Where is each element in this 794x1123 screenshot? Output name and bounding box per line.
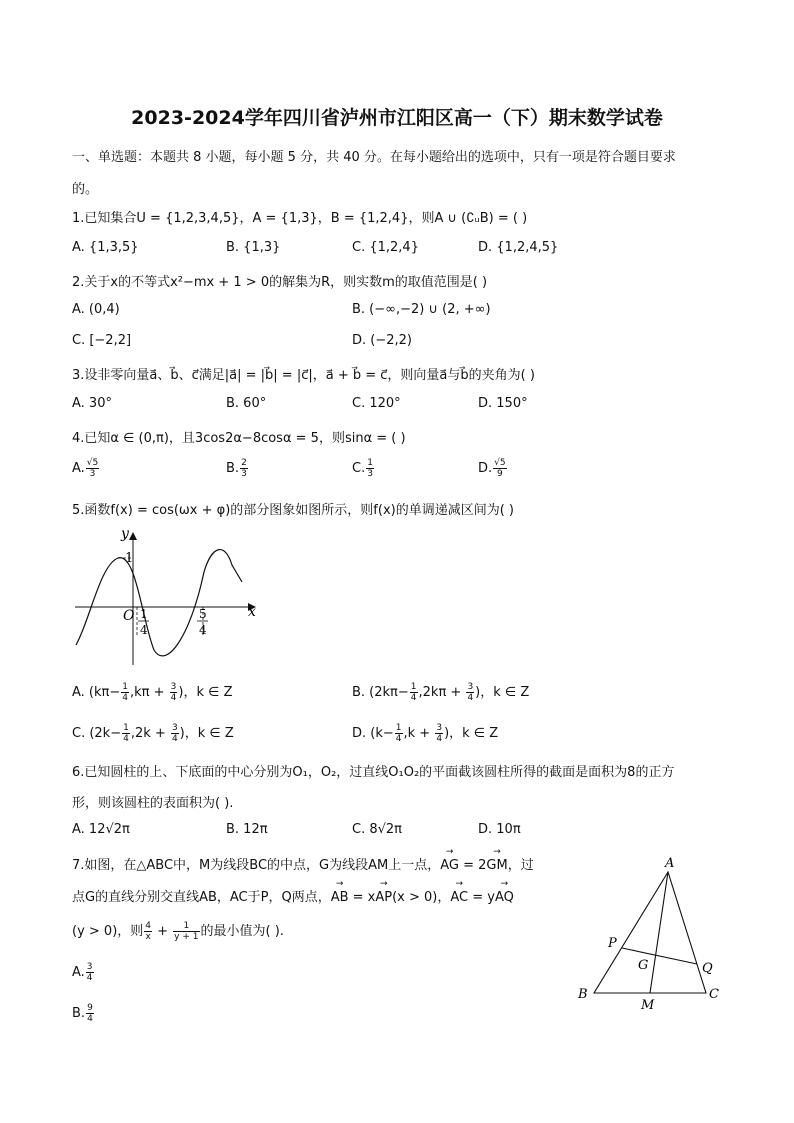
question-6-stem: 6.已知圆柱的上、下底面的中心分别为O₁，O₂，过直线O₁O₂的平面截该圆柱所得的截面是面积为8的正方 (72, 765, 675, 780)
question-3-stem: 3.设非零向量a⃗、b⃗、c⃗满足|a⃗| = |b⃗| = |c⃗|，a⃗ + b⃗ = c⃗，则向量a⃗与b⃗的夹角为( ) (72, 368, 535, 383)
q3-option-b: B. 60° (226, 396, 267, 411)
q2-option-a: A. (0,4) (72, 302, 120, 317)
x-label: x (248, 604, 256, 620)
tick-five-quarter-den: 4 (199, 623, 207, 637)
cosine-curve (76, 550, 242, 656)
y-label: y (121, 526, 129, 542)
label-a: A (665, 856, 675, 871)
y-one-label: 1 (125, 551, 134, 566)
q4-option-b: B. $\frac{2}{3}$ (226, 458, 247, 479)
q1-option-c: C. {1,2,4} (352, 240, 419, 255)
label-b: B (578, 987, 588, 1002)
q5-option-a: A. (kπ− $\frac{1}{4}$ ,kπ + $\frac{3}{4}$ )，k ∈ Z (72, 682, 233, 703)
label-g: G (638, 958, 649, 973)
q6-option-b: B. 12π (226, 822, 268, 837)
q6-option-c: C. 8√2π (352, 822, 402, 837)
question-2-stem: 2.关于x的不等式x²−mx + 1 > 0的解集为R，则实数m的取值范围是( ) (72, 275, 488, 290)
q6-option-d: D. 10π (478, 822, 521, 837)
question-6-stem-cont: 形，则该圆柱的表面积为( ). (72, 796, 234, 811)
q1-option-a: A. {1,3,5} (72, 240, 139, 255)
tick-quarter-den: 4 (140, 623, 148, 637)
q3-option-a: A. 30° (72, 396, 112, 411)
q6-option-a: A. 12√2π (72, 822, 130, 837)
q7-option-a: A. $\frac{3}{4}$ (72, 962, 93, 983)
line-pq (622, 948, 697, 964)
tick-quarter-num: 1 (140, 607, 148, 621)
q5-option-d: D. (k− $\frac{1}{4}$ ,k + $\frac{3}{4}$ )，k ∈ Z (352, 723, 499, 744)
tick-five-quarter-num: 5 (199, 607, 207, 621)
question-7-stem: 7.如图，在△ABC中，M为线段BC的中点，G为线段AM上一点，AG → = 2GM →，过 (72, 854, 534, 873)
q2-option-b: B. (−∞,−2) ∪ (2, +∞) (352, 302, 491, 317)
question-7-stem-cont2: (y > 0)，则 $\frac{4}{x}$ + $\frac{1}{y + 1}$ 的最小值为( ). (72, 921, 284, 942)
q3-option-d: D. 150° (478, 396, 528, 411)
question-4-stem: 4.已知α ∈ (0,π)，且3cos2α−8cosα = 5，则sinα = ( ) (72, 431, 406, 446)
label-p: P (608, 936, 617, 951)
q2-option-c: C. [−2,2] (72, 333, 132, 348)
q4-option-d: D. $\frac{√5}{9}$ (478, 458, 506, 479)
q5-option-c: C. (2k− $\frac{1}{4}$ ,2k + $\frac{3}{4}$ )，k ∈ Z (72, 723, 234, 744)
q2-option-d: D. (−2,2) (352, 333, 412, 348)
q1-option-b: B. {1,3} (226, 240, 281, 255)
median-am (650, 872, 668, 993)
label-c: C (709, 987, 719, 1002)
q4-option-a: A. $\frac{√5}{3}$ (72, 458, 99, 479)
label-m: M (641, 998, 655, 1013)
question-5-stem: 5.函数f(x) = cos(ωx + φ)的部分图象如图所示，则f(x)的单调递减区间为( ) (72, 503, 514, 518)
q7-option-b: B. $\frac{9}{4}$ (72, 1003, 93, 1024)
q4-option-c: C. $\frac{1}{3}$ (352, 458, 373, 479)
q1-option-d: D. {1,2,4,5} (478, 240, 559, 255)
triangle-abc (594, 872, 706, 993)
question-7-stem-cont: 点G的直线分别交直线AB，AC于P，Q两点，AB → = xAP →(x > 0)，AC → = yAQ → (72, 886, 514, 905)
origin-label: O (123, 608, 135, 624)
label-q: Q (702, 961, 713, 976)
q5-option-b: B. (2kπ− $\frac{1}{4}$ ,2kπ + $\frac{3}{4}$ )，k ∈ Z (352, 682, 530, 703)
page-title: 2023-2024学年四川省泸州市江阳区高一（下）期末数学试卷 (131, 107, 663, 129)
y-axis-arrow (129, 532, 137, 540)
question-1-stem: 1.已知集合U = {1,2,3,4,5}，A = {1,3}，B = {1,2,4}，则A ∪ (∁ᵤB) = ( ) (72, 211, 528, 226)
section-heading-cont: 的。 (72, 182, 99, 197)
q5-cosine-graph (70, 520, 270, 670)
q7-triangle-figure (570, 850, 750, 1015)
q3-option-c: C. 120° (352, 396, 401, 411)
section-heading: 一、单选题：本题共 8 小题，每小题 5 分，共 40 分。在每小题给出的选项中，只有一项是符合题目要求 (72, 150, 676, 165)
